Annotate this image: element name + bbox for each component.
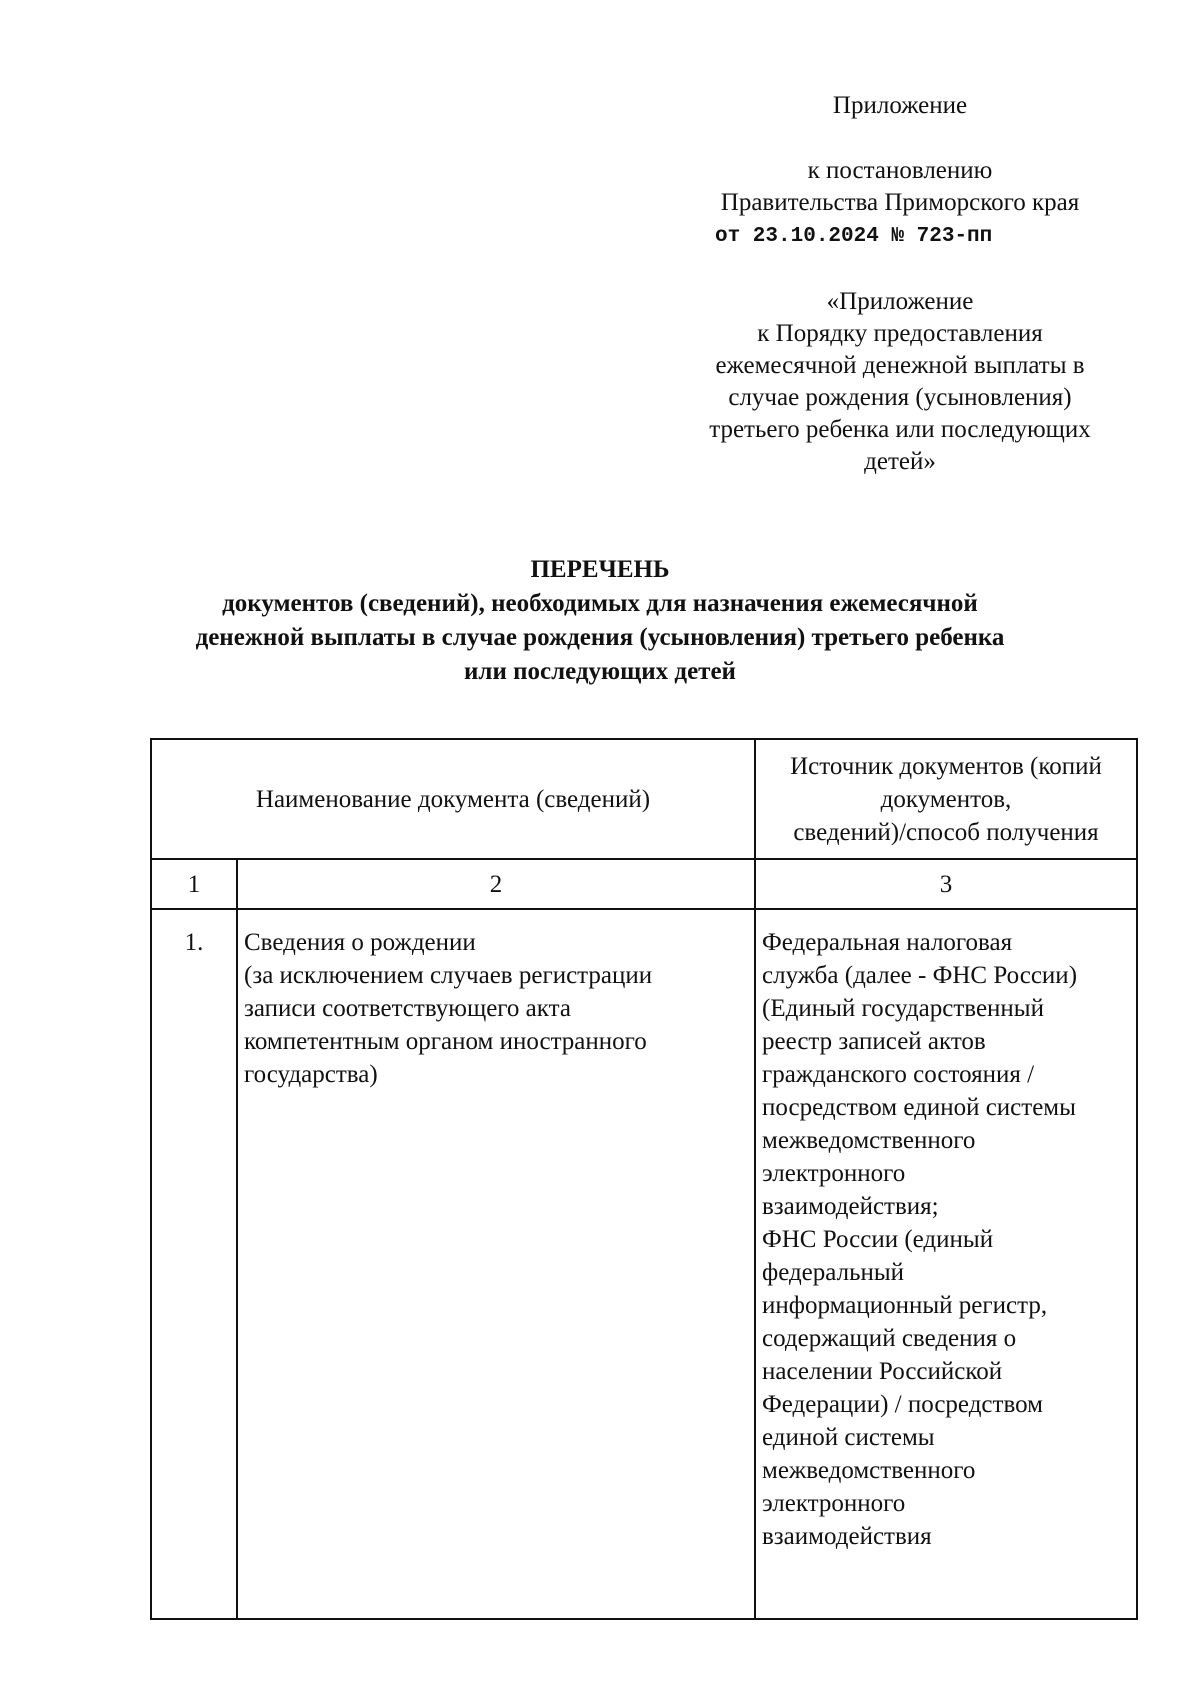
appendix-to-resolution: к постановлению	[807, 157, 993, 184]
header-source	[755, 739, 1137, 859]
quote-line: к Порядку предоставления	[757, 320, 1043, 347]
column-number: 2	[237, 859, 755, 909]
source-line: единой системы	[762, 1424, 935, 1451]
source-line: (Единый государственный	[762, 995, 1044, 1022]
quote-line: детей»	[864, 448, 936, 475]
document-subtitle-line: денежной выплаты в случае рождения (усыновления) третьего ребенка	[195, 624, 1005, 651]
column-number: 3	[755, 859, 1137, 909]
source-line: информационный регистр,	[762, 1292, 1048, 1319]
document-title: ПЕРЕЧЕНЬ	[530, 556, 670, 583]
source-line: служба (далее - ФНС России)	[762, 962, 1078, 989]
document-subtitle-line: или последующих детей	[464, 658, 736, 685]
source-line: взаимодействия;	[762, 1193, 939, 1220]
source-line: реестр записей актов	[762, 1028, 986, 1055]
header-document-name	[151, 739, 755, 859]
appendix-date-number: от 23.10.2024 № 723-пп	[715, 225, 993, 248]
table-header-row	[151, 739, 1137, 859]
document-name-line: компетентным органом иностранного	[244, 1028, 647, 1055]
appendix-title: Приложение	[832, 92, 968, 119]
source-line: Федеральная налоговая	[762, 929, 1013, 956]
row-source	[755, 909, 1137, 1619]
source-line: посредством единой системы	[762, 1094, 1076, 1121]
row-number: 1.	[151, 909, 237, 1619]
document-name-line: записи соответствующего акта	[244, 995, 571, 1022]
document-name-line: Сведения о рождении	[244, 929, 476, 956]
quote-line: «Приложение	[826, 288, 974, 315]
table-row	[151, 909, 1137, 1619]
quote-line: третьего ребенка или последующих	[709, 416, 1091, 443]
source-line: межведомственного	[762, 1127, 976, 1154]
header-source-line: документов,	[880, 785, 1012, 813]
document-name-line: (за исключением случаев регистрации	[244, 962, 653, 989]
column-number: 1	[151, 859, 237, 909]
header-document-name-text: Наименование документа (сведений)	[255, 785, 651, 813]
source-line: федеральный	[762, 1259, 905, 1286]
column-numbers-row	[151, 859, 1137, 909]
quote-line: случае рождения (усыновления)	[728, 384, 1072, 411]
document-subtitle-line: документов (сведений), необходимых для назначения ежемесячной	[222, 590, 978, 617]
header-source-line: Источник документов (копий	[790, 752, 1102, 780]
source-line: электронного	[762, 1160, 906, 1187]
header-source-line: сведений)/способ получения	[793, 818, 1099, 846]
source-line: Федерации) / посредством	[762, 1391, 1043, 1418]
source-line: населении Российской	[762, 1358, 1003, 1385]
documents-table	[150, 738, 1138, 1620]
source-line: содержащий сведения о	[762, 1325, 1017, 1352]
source-line: гражданского состояния /	[762, 1061, 1035, 1088]
row-document-name	[237, 909, 755, 1619]
source-line: ФНС России (единый	[762, 1226, 994, 1253]
quote-line: ежемесячной денежной выплаты в	[715, 352, 1085, 379]
source-line: электронного	[762, 1490, 906, 1517]
document-name-line: государства)	[244, 1061, 378, 1088]
appendix-government: Правительства Приморского края	[720, 189, 1080, 216]
source-line: взаимодействия	[762, 1523, 932, 1550]
source-line: межведомственного	[762, 1457, 976, 1484]
